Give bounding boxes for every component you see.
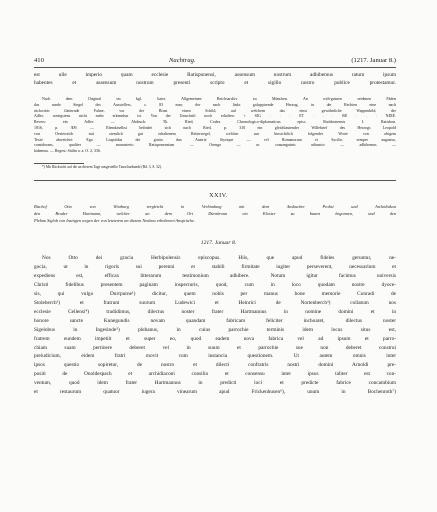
body-line: ipsos questio sopiretur, de nostro et dilecti confratris nostri domini Arnoldi pre- <box>34 362 396 369</box>
body-line: gocia, ut in rigoris sui perenni et stabili firmitate iugiter perseverent, necessarium et <box>34 263 396 270</box>
note-line: von Oesterreich mit ziemlich gut erhaltenem Reitersiegel, welcher nur hinsichtlich folgender Worte von obigem <box>34 130 396 136</box>
note-line: considerans, qualiter — monasterio Ratisponensium — Orengo — ac consanguinis adiuncto — adhibemus — <box>34 142 396 148</box>
document-date: 1217. Januar 8. <box>200 240 237 246</box>
footnote <box>34 165 396 170</box>
source-note <box>34 96 396 154</box>
footnote-line: *) Mit Rücksicht auf die an diesem Tage ausgestellte Tauschurkunde (Bd. 3, S. 32). <box>42 165 162 169</box>
note-line: 1816, p. 309. — Ebendaselbst befindet sich nach Ried, p. 310 ein gleichlautender Willebrief des Herzogs Leopold <box>34 124 396 130</box>
note-line: Nach dem Original im kgl. baier. Allgemeinen Reichsarchiv zu München. An roth-grünen seidenen Fäden <box>42 96 396 101</box>
section-rule <box>34 180 396 181</box>
note-line: habemus. — Regest: Stälin a. a. O. 2, 336. <box>34 148 101 154</box>
body-line: Christi fidelibus presentem paginam inspecturis, quod, cum in loco quodam nostre dyoce- <box>34 281 396 288</box>
regest <box>34 204 396 224</box>
note-line: Adler, wenigstens nicht mehr erkennbar ist. Von der Umschrift noch erhalten: + SIG . . . ET . . . RE . . . NDIE. <box>34 113 396 119</box>
body-line: Sigelobus in Ingesinde⁵) plebanus, in cuius parrochie terminis idem locus situs est, <box>34 326 396 333</box>
body-line: et restaurum quatuor iugera vinearum apud Frickenhusen⁶), unum in Bochenroth⁷) <box>34 389 396 396</box>
body-line: chiam suam pertinere deberet vel in suum et parrochie sue non deberet construi <box>34 344 396 351</box>
page-number: 410 <box>34 57 44 64</box>
body-line: Stoleberch²) et fratrum suorum Ludewici et Heinrici de Nortenberch³) collatum nos <box>34 299 396 306</box>
running-date: (1217. Januar 8.) <box>351 57 396 64</box>
body-line: positi de Onoldespach et archidiaconi consilio et consensu inter ipsos taliter est con- <box>34 371 396 378</box>
body-line: expediens est, efficax litterarum testimonium adhibere. Notum igitur facimus universis <box>34 272 396 279</box>
body-line: ecclesie Cellensi⁴) tradidimus, dilectus noster frater Hartmannus in nomine domini et in <box>34 308 396 315</box>
body-line: Nos Otto dei gracia Herbipolensis episcopus. Hiis, que apud fideles geruntur, ne- <box>42 255 396 261</box>
body-line: sis, qui vulgo Durrpurne¹) dicitur, quem nobis per manus bone memorie Conradi de <box>34 290 396 297</box>
body-line: fratrem eundem impetiit et super eo, quod eadem nova fabrica vel ad ipsum et parro- <box>34 335 396 342</box>
body-line: honore sancte Kunegundis novam quandam fabricam feliciter inchoaret, dilectus noster <box>34 317 396 324</box>
body-line: ventum, quod idem frater Hartmannus in predicti loci et predicte fabrice concambium <box>34 380 396 387</box>
document-number: XXIV. <box>209 192 228 199</box>
charter-text <box>34 254 396 397</box>
note-line: Revers: ein Adler. — Abdruck: Th. Ried, Codex Chronologico-diplomaticus episc. Ratisbonensis I. Ratisbon. <box>34 119 396 125</box>
page-header <box>34 56 396 66</box>
regest-line: den Bruder Hartmann, welcher an dem Ort Dürnbronn ein Kloster zu bauen begonnen, und den <box>34 210 396 216</box>
intro-line: habentes et assensum nostrum presenti scripto et sigillo nostro publice protestamur. <box>34 80 396 86</box>
note-line: das runde Siegel des Ausstellers, s. 83 mm; der nach links galoppirende Herzog, in der Rechten eine nach <box>34 101 396 107</box>
intro-line: est ulle imperio quam ecclesie Ratisponensi, assensum nostrum adhibemus ratum ipsum <box>34 72 396 78</box>
regest-line: Plebau Siglob von Insingen wegen der von letzterem an diesem Neubau erhobenen Ansprüche. <box>34 217 195 223</box>
body-line: preiudicium, eidem fratri movit cum instancia questionem. Ut autem omnis inter <box>34 353 396 360</box>
regest-line: Bischof Otto von Wirzburg vergleicht in Verbindung mit dem Ansbacher Probst und Archidiakon <box>34 204 396 209</box>
note-line: rückwärts flatternde Fahne, vor der Brust einen Schild, auf welchem das einst gewöhnliche Wappenbild, der <box>34 107 396 113</box>
footnote-rule <box>34 163 84 164</box>
running-title: Nachtrag. <box>169 57 196 64</box>
note-line: Texte abweichet: Ego Liupoldus dei gratia dux Austrie Styrique — vel Romanorum et Sycilie, semper augustus, <box>34 136 396 142</box>
header-rule <box>34 67 396 68</box>
intro-paragraph <box>34 71 396 87</box>
